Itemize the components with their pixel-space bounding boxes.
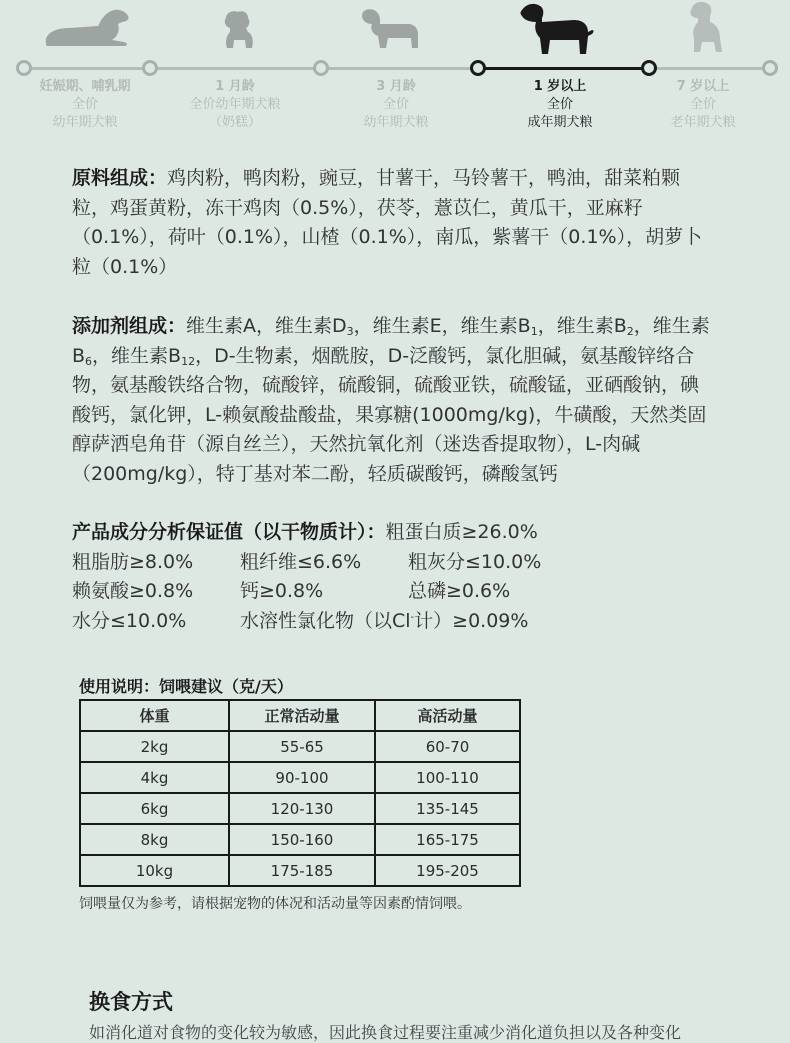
- ingredients-paragraph: [72, 164, 712, 282]
- life-stage-timeline: [0, 0, 790, 150]
- timeline-track-end: [656, 67, 764, 70]
- cell-weight: 2kg: [80, 731, 229, 762]
- timeline-active-track: [480, 67, 648, 70]
- stage-line: 全价幼年期犬粮: [189, 97, 281, 112]
- additives-paragraph: [72, 312, 712, 489]
- cell-high: 135-145: [375, 793, 520, 824]
- analysis-lysine: 赖氨酸≥0.8%: [72, 580, 194, 602]
- timeline-dot-1-month: [142, 60, 158, 76]
- cell-high: 100-110: [375, 762, 520, 793]
- additives-label: 添加剂组成：: [72, 315, 187, 337]
- analysis-ash: 粗灰分≤10.0%: [408, 550, 542, 573]
- additives-text: ，维生素B: [537, 315, 627, 337]
- additives-text: 维生素A，维生素D: [186, 315, 347, 337]
- stage-title: 妊娠期、哺乳期: [39, 79, 131, 94]
- cell-high: 60-70: [375, 731, 520, 762]
- table-row: [80, 793, 520, 824]
- subscript: 2: [626, 325, 634, 338]
- timeline-dot-adult-start: [470, 60, 486, 76]
- timeline-dot-adult-end: [641, 60, 657, 76]
- analysis-protein: 粗蛋白质≥26.0%: [385, 521, 538, 543]
- analysis-fat: 粗脂肪≥8.0%: [72, 550, 194, 573]
- analysis-label: 产品成分分析保证值（以干物质计）：: [72, 521, 386, 543]
- switching-text: 如消化道对食物的变化较为敏感，因此换食过程要注重减少消化道负担以及各种变化: [89, 1023, 682, 1042]
- table-row: [80, 824, 520, 855]
- young-dog-icon: [358, 6, 424, 50]
- guaranteed-analysis: [72, 518, 722, 636]
- stage-3-month: [321, 78, 471, 132]
- feeding-table: [79, 699, 521, 887]
- cell-normal: 90-100: [229, 762, 375, 793]
- lying-dog-icon: [40, 4, 132, 48]
- stage-line: 成年期犬粮: [527, 115, 593, 130]
- table-row: [80, 855, 520, 886]
- stage-title: 1 月龄: [215, 79, 255, 94]
- switching-title: 换食方式: [89, 990, 173, 1014]
- header-high-activity: 高活动量: [375, 700, 520, 731]
- senior-dog-icon: [682, 0, 728, 54]
- analysis-row: [72, 518, 722, 548]
- cell-high: 195-205: [375, 855, 520, 886]
- header-weight: 体重: [80, 700, 229, 731]
- subscript: 3: [346, 325, 354, 338]
- cell-weight: 10kg: [80, 855, 229, 886]
- stage-line: 幼年期犬粮: [363, 115, 429, 130]
- analysis-fiber: 粗纤维≤6.6%: [240, 550, 362, 573]
- cell-normal: 120-130: [229, 793, 375, 824]
- stage-title: 7 岁以上: [676, 79, 730, 94]
- analysis-calcium: 钙≥0.8%: [240, 580, 324, 602]
- table-row: [80, 762, 520, 793]
- stage-line: 老年期犬粮: [670, 115, 736, 130]
- subscript: 1: [530, 325, 538, 338]
- stage-senior: [628, 78, 778, 132]
- cell-normal: 55-65: [229, 731, 375, 762]
- stage-1-month: [160, 78, 310, 132]
- analysis-row: [72, 548, 722, 578]
- timeline-dot-senior: [762, 60, 778, 76]
- stage-pregnancy: [10, 78, 160, 132]
- cell-normal: 150-160: [229, 824, 375, 855]
- stage-line: （奶糕）: [208, 115, 261, 130]
- cell-normal: 175-185: [229, 855, 375, 886]
- subscript: 12: [181, 354, 196, 368]
- adult-dog-icon: [516, 0, 596, 56]
- cell-weight: 6kg: [80, 793, 229, 824]
- additives-text: ，D-生物素，烟酰胺，D-泛酸钙，氯化胆碱，氨基酸锌络合物，氨基酸铁络合物，硫酸锌，硫酸铜，硫酸亚铁，硫酸锰，亚硒酸钠，碘酸钙，氯化钾，L-赖氨酸盐酸盐，果寡糖(1000mg/kg)，牛磺酸，天然类固醇萨洒皂角苷（源自丝兰），天然抗氧化剂（迷迭香提取物），L-肉碱（200mg/kg），特丁基对苯二酚，轻质碳酸钙，磷酸氢钙: [72, 344, 707, 485]
- analysis-chloride: [240, 607, 528, 637]
- additives-text: ，维生素B: [72, 315, 710, 367]
- cell-high: 165-175: [375, 824, 520, 855]
- analysis-row: [72, 577, 722, 607]
- stage-line: 全价: [382, 97, 409, 112]
- feeding-note: 饲喂量仅为参考，请根据宠物的体况和活动量等因素酌情饲喂。: [79, 896, 471, 912]
- cell-weight: 8kg: [80, 824, 229, 855]
- superscript: -: [410, 611, 415, 623]
- chloride-text: 水溶性氯化物（以Cl: [240, 609, 411, 632]
- header-normal-activity: 正常活动量: [229, 700, 375, 731]
- table-header-row: [80, 700, 520, 731]
- ingredients-text: 鸡肉粉，鸭肉粉，豌豆，甘薯干，马铃薯干，鸭油，甜菜粕颗粒，鸡蛋黄粉，冻干鸡肉（0.5%），茯苓，薏苡仁，黄瓜干，亚麻籽（0.1%），荷叶（0.1%），山楂（0.1%），南瓜，紫薯干（0.1%），胡萝卜粒（0.1%）: [72, 167, 703, 278]
- stage-line: 全价: [689, 97, 716, 112]
- feeding-title: 使用说明：饲喂建议（克/天）: [79, 677, 293, 696]
- stage-line: 全价: [71, 97, 98, 112]
- additives-text: ，维生素E，维生素B: [353, 315, 531, 337]
- ingredients-label: 原料组成：: [72, 167, 168, 189]
- stage-title: 3 月龄: [376, 79, 416, 94]
- stage-title: 1 岁以上: [533, 79, 587, 94]
- stage-adult: [485, 78, 635, 132]
- table-row: [80, 731, 520, 762]
- cell-weight: 4kg: [80, 762, 229, 793]
- stage-line: 幼年期犬粮: [52, 115, 118, 130]
- timeline-track: [30, 67, 472, 70]
- additives-text: ，维生素B: [92, 344, 182, 367]
- stage-line: 全价: [546, 97, 573, 112]
- timeline-dot-3-month: [313, 60, 329, 76]
- chloride-text: 计）≥0.09%: [414, 609, 529, 632]
- puppy-icon: [218, 8, 260, 50]
- timeline-dot-pregnancy: [16, 60, 32, 76]
- analysis-phosphorus: 总磷≥0.6%: [408, 580, 511, 602]
- analysis-moisture: 水分≤10.0%: [72, 609, 187, 632]
- subscript: 6: [85, 354, 93, 368]
- analysis-row: [72, 607, 722, 637]
